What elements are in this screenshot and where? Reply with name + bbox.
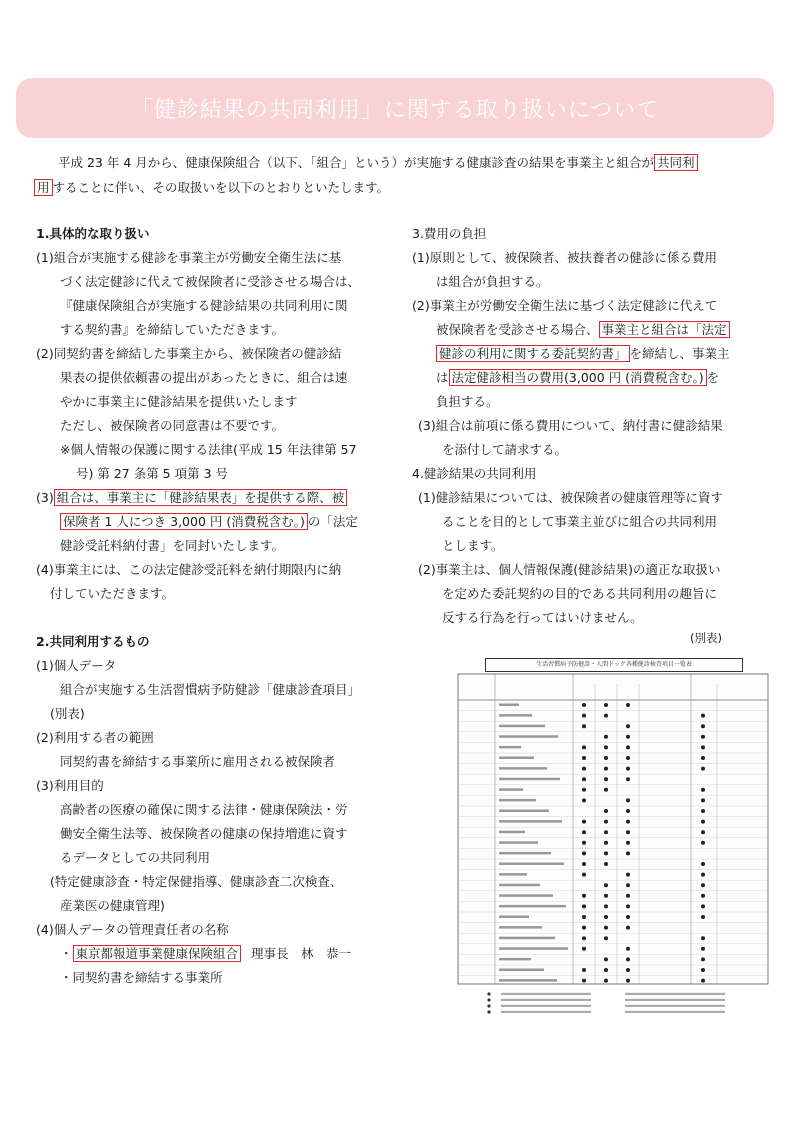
s2-item4-l1: (4)個人データの管理責任者の名称	[36, 922, 229, 937]
s1-item1-l1: (1)組合が実施する健診を事業主が労働安全衛生法に基	[36, 250, 342, 265]
s1-item1-l4: する契約書』を締結していただきます。	[60, 322, 285, 337]
s3-item2-l3: 健診の利用に関する委託契約書」 を締結し、事業主	[412, 342, 764, 366]
appendix-table-title: 生活習慣病予防健診・人間ドック各種健診検査項目一覧表	[485, 658, 743, 672]
appendix-table-grid	[455, 656, 771, 1016]
s2-item4-l2: ・ 東京都報道事業健康保険組合 理事長 林 恭一	[60, 946, 352, 961]
s3-highlight-1: 事業主と組合は「法定	[599, 321, 730, 338]
s1-item3-highlight-1: 組合は、事業主に「健診結果表」を提供する際、被	[54, 489, 348, 506]
s2-item3-l5: (特定健康診査・特定保健指導、健康診査二次検査、	[50, 874, 343, 889]
s1-item3-l2: 保険者 1 人につき 3,000 円 (消費税含む。) の「法定	[36, 510, 396, 534]
s1-item2-l5: ※個人情報の保護に関する法律(平成 15 年法律第 57	[60, 442, 357, 457]
section2-heading: 2.共同利用するもの	[36, 634, 150, 649]
s3-item1-l1: (1)原則として、被保険者、被扶養者の健診に係る費用	[412, 250, 717, 265]
s3-item3-l1: (3)組合は前項に係る費用について、納付書に健診結果	[418, 418, 723, 433]
s2-item3-l4: るデータとしての共同利用	[60, 850, 211, 865]
intro-highlight-1: 共同利	[654, 154, 698, 171]
s3-item2-l4: は 法定健診相当の費用(3,000 円 (消費税含む。) を	[436, 370, 720, 385]
s2-item1-l2: 組合が実施する生活習慣病予防健診「健康診査項目」	[60, 682, 361, 697]
s2-item1-l1: (1)個人データ	[36, 658, 117, 673]
s3-item2-l1: (2)事業主が労働安全衛生法に基づく法定健診に代えて	[412, 298, 718, 313]
right-column	[412, 222, 764, 630]
section4-heading: 4.健診結果の共同利用	[412, 466, 537, 481]
s1-item1-l3: 『健康保険組合が実施する健診結果の共同利用に関	[60, 298, 348, 313]
s4-item1-l3: とします。	[442, 538, 504, 553]
s2-item3-l6: 産業医の健康管理)	[60, 898, 165, 913]
s4-item2-l1: (2)事業主は、個人情報保護(健診結果)の適正な取扱い	[418, 562, 721, 577]
s1-item2-l2: 果表の提供依頼書の提出があったときに、組合は速	[60, 370, 348, 385]
s3-highlight-3: 法定健診相当の費用(3,000 円 (消費税含む。)	[449, 369, 707, 386]
s4-item1-l1: (1)健診結果については、被保険者の健康管理等に資す	[418, 490, 723, 505]
section3-heading: 3.費用の負担	[412, 226, 487, 241]
s1-item3-highlight-2: 保険者 1 人につき 3,000 円 (消費税含む。)	[60, 513, 308, 530]
s3-item3-l2: を添付して請求する。	[442, 442, 568, 457]
appendix-table-thumbnail	[455, 656, 771, 1016]
s2-item3-l3: 働安全衛生法等、被保険者の健康の保持増進に資す	[60, 826, 348, 841]
s1-item4-l2: 付していただきます。	[50, 586, 175, 601]
s2-item2-l2: 同契約書を締結する事業所に雇用される被保険者	[60, 754, 336, 769]
s4-item2-l3: 反する行為を行ってはいけません。	[442, 610, 643, 625]
s2-item4-l3: ・同契約書を締結する事業所	[60, 970, 223, 985]
s2-item1-l3: (別表)	[50, 706, 85, 721]
intro-highlight-2: 用	[34, 179, 53, 196]
s1-item1-l2: づく法定健診に代えて被保険者に受診させる場合は、	[60, 274, 361, 289]
s3-highlight-2: 健診の利用に関する委託契約書」	[436, 345, 630, 362]
page-title: 「健診結果の共同利用」に関する取り扱いについて	[130, 97, 660, 123]
left-column	[36, 222, 396, 990]
s4-item2-l2: を定めた委託契約の目的である共同利用の趣旨に	[442, 586, 718, 601]
s3-item2-l2: 被保険者を受診させる場合、 事業主と組合は「法定	[412, 318, 764, 342]
appendix-label: (別表)	[690, 631, 722, 645]
s3-item1-l2: は組合が負担する。	[436, 274, 549, 289]
s2-item3-l1: (3)利用目的	[36, 778, 104, 793]
s1-item2-l1: (2)同契約書を締結した事業主から、被保険者の健診結	[36, 346, 342, 361]
s1-item3-l3: 健診受託料納付書」を同封いたします。	[60, 538, 285, 553]
s4-item1-l2: ることを目的として事業主並びに組合の共同利用	[442, 514, 718, 529]
section1-heading: 1.具体的な取り扱い	[36, 226, 150, 241]
s1-item3-l1: (3) 組合は、事業主に「健診結果表」を提供する際、被	[36, 486, 396, 510]
intro-paragraph	[34, 150, 764, 200]
s3-item2-l5: 負担する。	[436, 394, 499, 409]
intro-pre: 平成 23 年 4 月から、健康保険組合（以下、「組合」という）が実施する健康診査の結果を事業主と組合が	[58, 155, 655, 170]
s2-manager-org: 東京都報道事業健康保険組合	[73, 945, 242, 962]
s1-item2-l6: 号) 第 27 条第 5 項第 3 号	[76, 466, 229, 481]
s2-item3-l2: 高齢者の医療の確保に関する法律・健康保険法・労	[60, 802, 348, 817]
s1-item4-l1: (4)事業主には、この法定健診受託料を納付期限内に納	[36, 562, 342, 577]
title-banner	[16, 78, 774, 138]
s2-item2-l1: (2)利用する者の範囲	[36, 730, 154, 745]
s1-item2-l4: ただし、被保険者の同意書は不要です。	[60, 418, 285, 433]
intro-post: することに伴い、その取扱いを以下のとおりといたします。	[52, 180, 390, 195]
s1-item2-l3: やかに事業主に健診結果を提供いたします	[60, 394, 298, 409]
